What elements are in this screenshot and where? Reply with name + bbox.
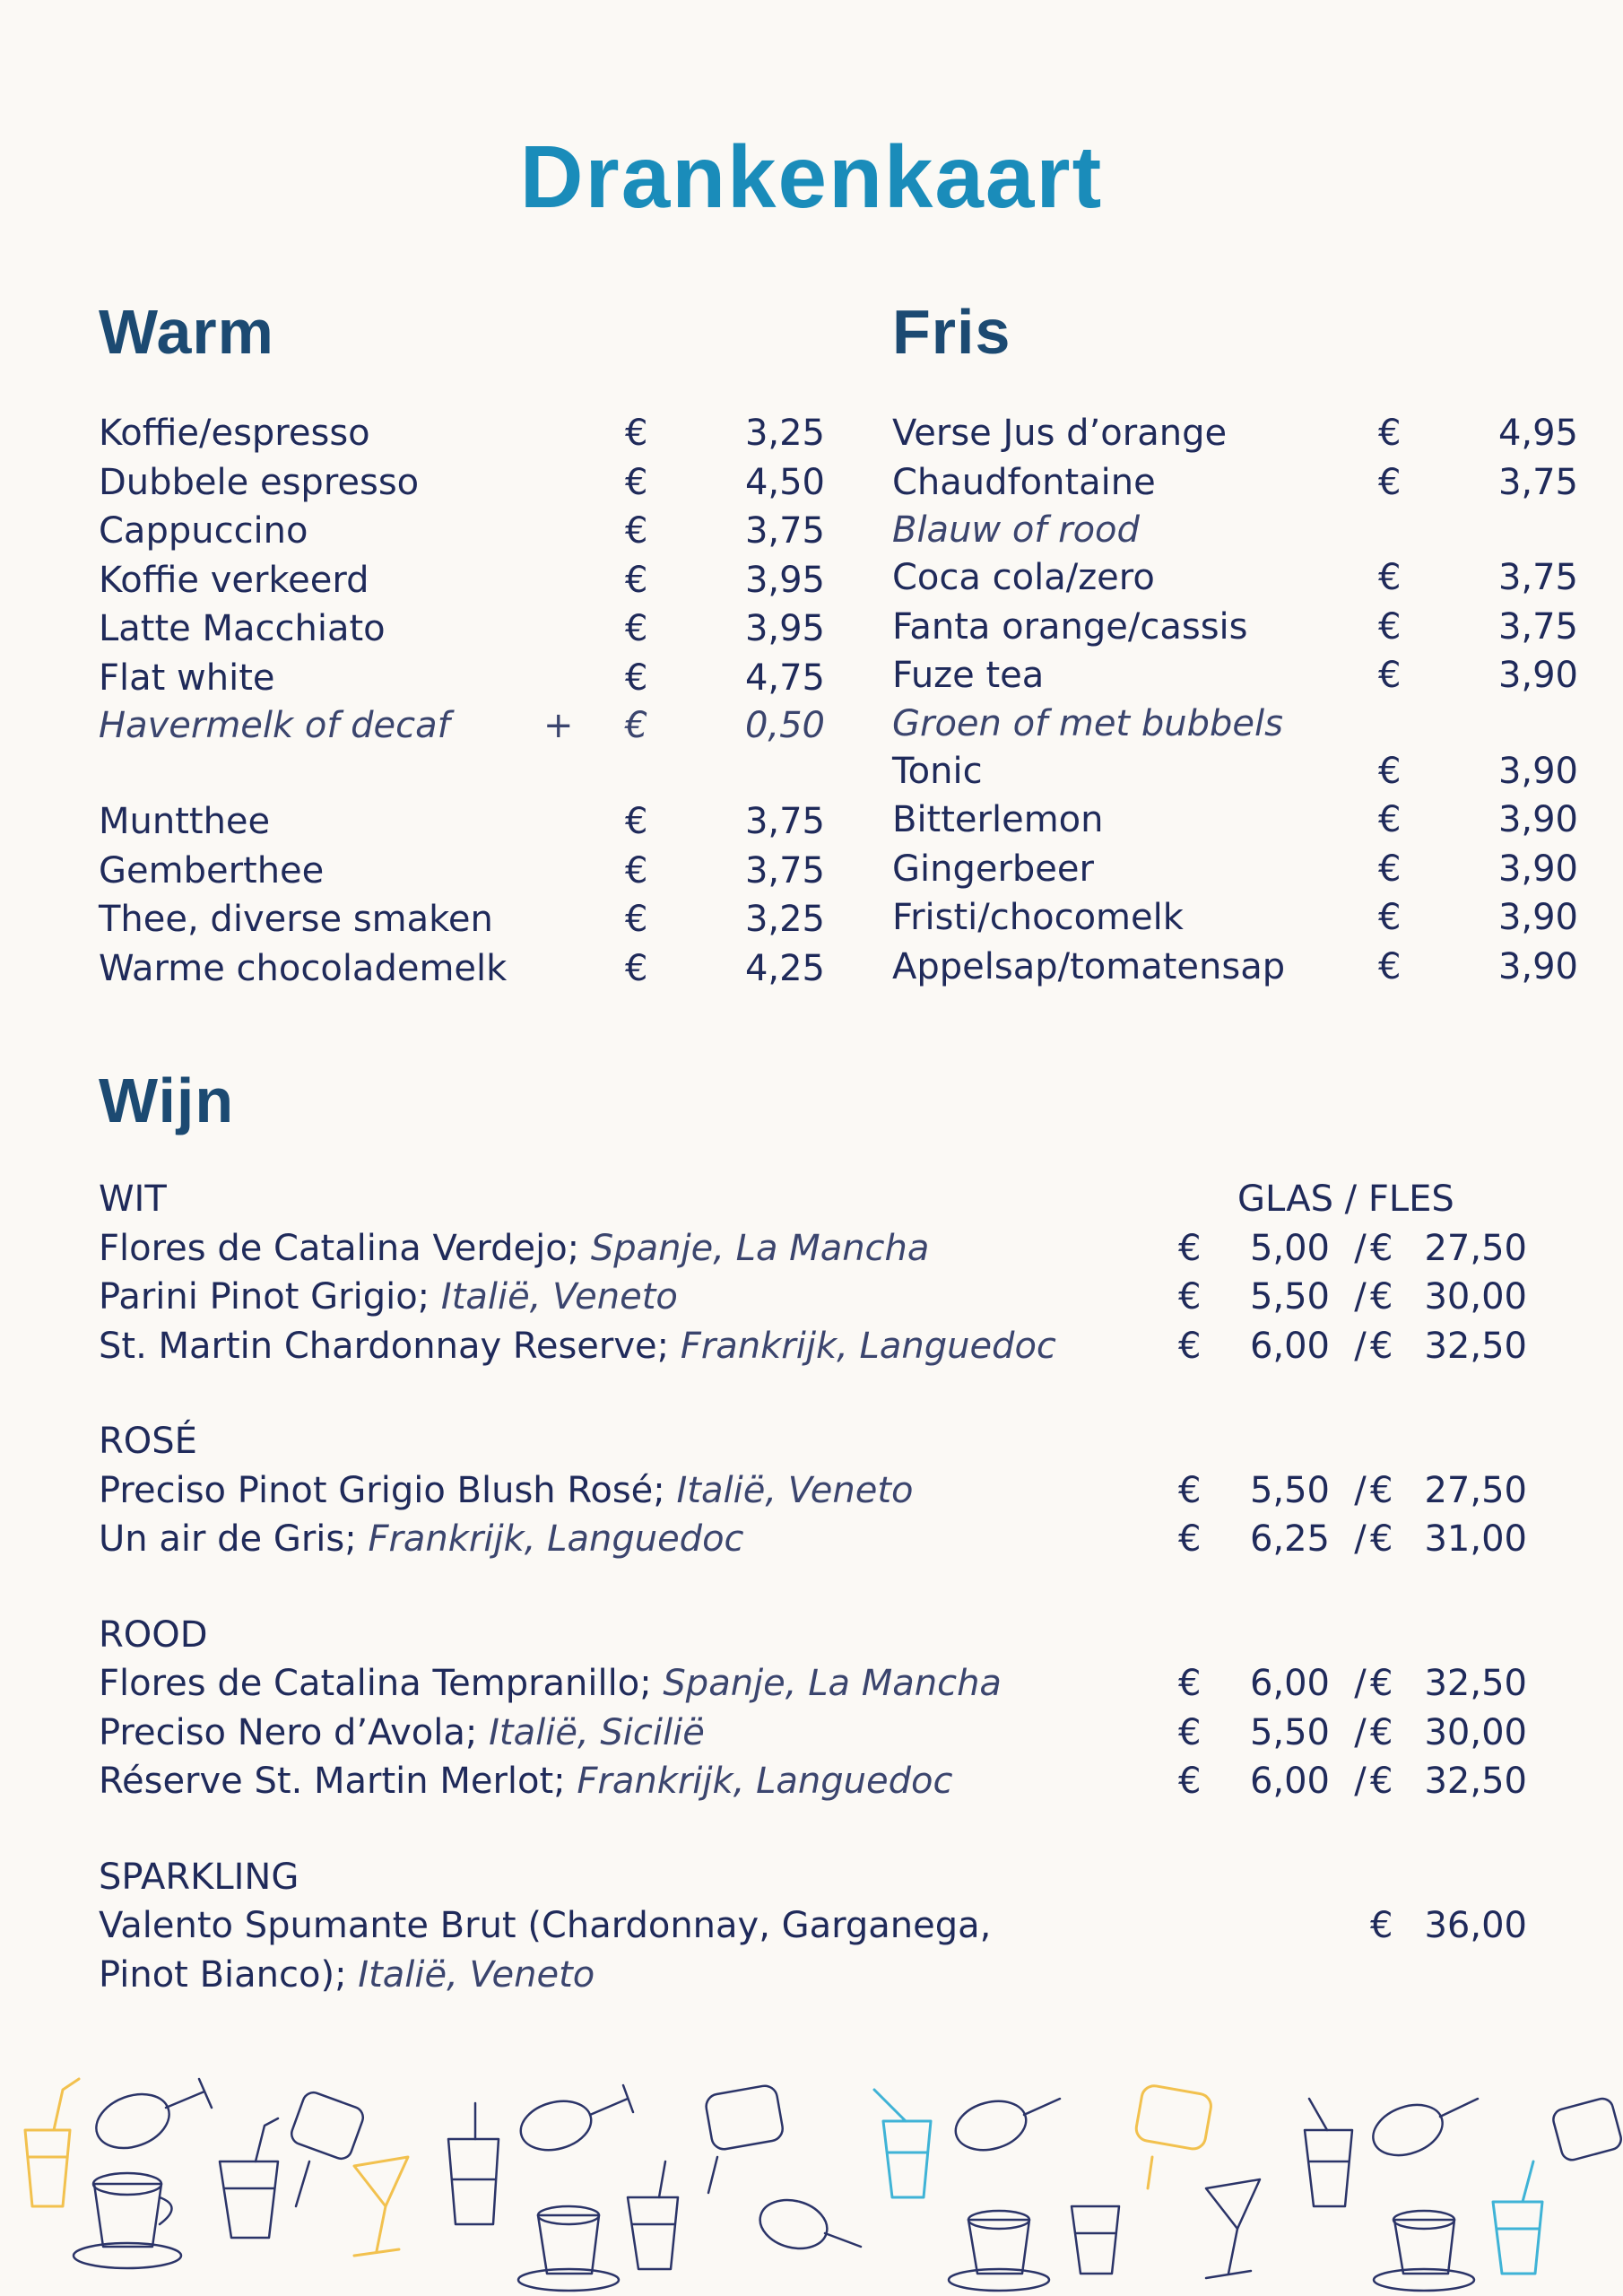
wine-list <box>99 1175 1533 1999</box>
list-item: Muntthee € 3,75 <box>99 801 825 842</box>
list-item: Cappuccino € 3,75 <box>99 510 825 552</box>
juice-glass-icon <box>25 2079 79 2206</box>
wine-glass-icon <box>755 2193 861 2256</box>
list-item: Appelsap/tomatensap € 3,90 <box>892 945 1578 987</box>
wine-item: Flores de Catalina Verdejo; Spanje, La Mancha € 5,00 / € 27,50 <box>99 1227 1527 1269</box>
cocktail-glass-icon <box>354 2157 408 2256</box>
coffee-cup-icon <box>518 2206 619 2291</box>
list-item: Chaudfontaine € 3,75 <box>892 461 1578 503</box>
list-item: Coca cola/zero € 3,75 <box>892 557 1578 598</box>
wine-item: Preciso Pinot Grigio Blush Rosé; Italië, Veneto € 5,50 / € 27,50 <box>99 1469 1527 1511</box>
wine-glass-icon <box>1367 2096 1478 2164</box>
teapot-icon <box>1551 2096 1623 2162</box>
page-title: Drankenkaart <box>519 127 1104 226</box>
list-item-note: Groen of met bubbels <box>892 702 1283 744</box>
extra-option: Havermelk of decaf + € 0,50 <box>99 705 825 746</box>
juice-glass-icon <box>1072 2206 1119 2274</box>
wine-item: Valento Spumante Brut (Chardonnay, Garganega, € 36,00 <box>99 1905 1527 1946</box>
footer-decoration <box>0 2072 1623 2296</box>
wine-category-rose: ROSÉ <box>99 1421 197 1462</box>
list-item: Dubbele espresso € 4,50 <box>99 461 825 503</box>
wine-glass-icon <box>89 2079 212 2158</box>
juice-glass-icon <box>874 2090 931 2197</box>
list-item: Fanta orange/cassis € 3,75 <box>892 605 1578 648</box>
list-item: Latte Macchiato € 3,95 <box>99 608 825 649</box>
teapot-icon <box>289 2090 366 2206</box>
wine-glass-icon <box>516 2085 633 2157</box>
wine-item: Flores de Catalina Tempranillo; Spanje, La Mancha € 6,00 / € 32,50 <box>99 1663 1527 1704</box>
warm-heading: Warm <box>99 297 274 367</box>
coffee-cup-icon <box>1374 2211 1474 2291</box>
coffee-cup-icon <box>949 2211 1049 2291</box>
list-item: Fuze tea € 3,90 <box>892 655 1578 696</box>
list-item: Gingerbeer € 3,90 <box>892 848 1578 890</box>
juice-glass-icon <box>1305 2099 1352 2206</box>
list-item: Warme chocolademelk € 4,25 <box>99 947 825 989</box>
glas-fles-header: GLAS / FLES <box>1237 1178 1454 1220</box>
juice-glass-icon <box>448 2103 499 2224</box>
wine-item: Un air de Gris; Frankrijk, Languedoc € 6,25 / € 31,00 <box>99 1518 1527 1560</box>
list-item: Koffie/espresso € 3,25 <box>99 413 825 454</box>
warm-list <box>99 409 834 993</box>
list-item: Fristi/chocomelk € 3,90 <box>892 897 1578 938</box>
juice-glass-icon <box>220 2118 278 2238</box>
list-item: Verse Jus d’orange € 4,95 <box>892 413 1578 454</box>
list-item: Tonic € 3,90 <box>892 750 1578 792</box>
list-item: Flat white € 4,75 <box>99 657 825 699</box>
wine-glass-icon <box>950 2094 1060 2158</box>
wine-item: Réserve St. Martin Merlot; Frankrijk, Languedoc € 6,00 / € 32,50 <box>99 1761 1527 1802</box>
wine-category-wit: WIT GLAS / FLES <box>99 1175 1533 1224</box>
list-item: Koffie verkeerd € 3,95 <box>99 559 825 601</box>
wijn-heading: Wijn <box>99 1065 235 1135</box>
list-item-note: Blauw of rood <box>892 509 1140 551</box>
juice-glass-icon <box>628 2161 678 2269</box>
wine-item-continued: Pinot Bianco); Italië, Veneto <box>99 1953 595 1996</box>
teapot-icon <box>1134 2084 1213 2188</box>
wine-item: Parini Pinot Grigio; Italië, Veneto € 5,50 / € 30,00 <box>99 1276 1527 1318</box>
wine-category-sparkling: SPARKLING <box>99 1856 299 1898</box>
list-item: Bitterlemon € 3,90 <box>892 799 1578 840</box>
fris-list <box>892 409 1592 991</box>
list-item: Thee, diverse smaken € 3,25 <box>99 899 825 940</box>
coffee-cup-icon <box>74 2173 181 2268</box>
fris-heading: Fris <box>892 297 1011 367</box>
cocktail-glass-icon <box>1206 2179 1260 2278</box>
wine-item: St. Martin Chardonnay Reserve; Frankrijk, Languedoc € 6,00 / € 32,50 <box>99 1325 1527 1367</box>
juice-glass-icon <box>1493 2161 1542 2274</box>
teapot-icon <box>704 2084 785 2193</box>
list-item: Gemberthee € 3,75 <box>99 849 825 891</box>
wine-item: Preciso Nero d’Avola; Italië, Sicilië € 5,50 / € 30,00 <box>99 1711 1527 1753</box>
wine-category-rood: ROOD <box>99 1613 208 1656</box>
